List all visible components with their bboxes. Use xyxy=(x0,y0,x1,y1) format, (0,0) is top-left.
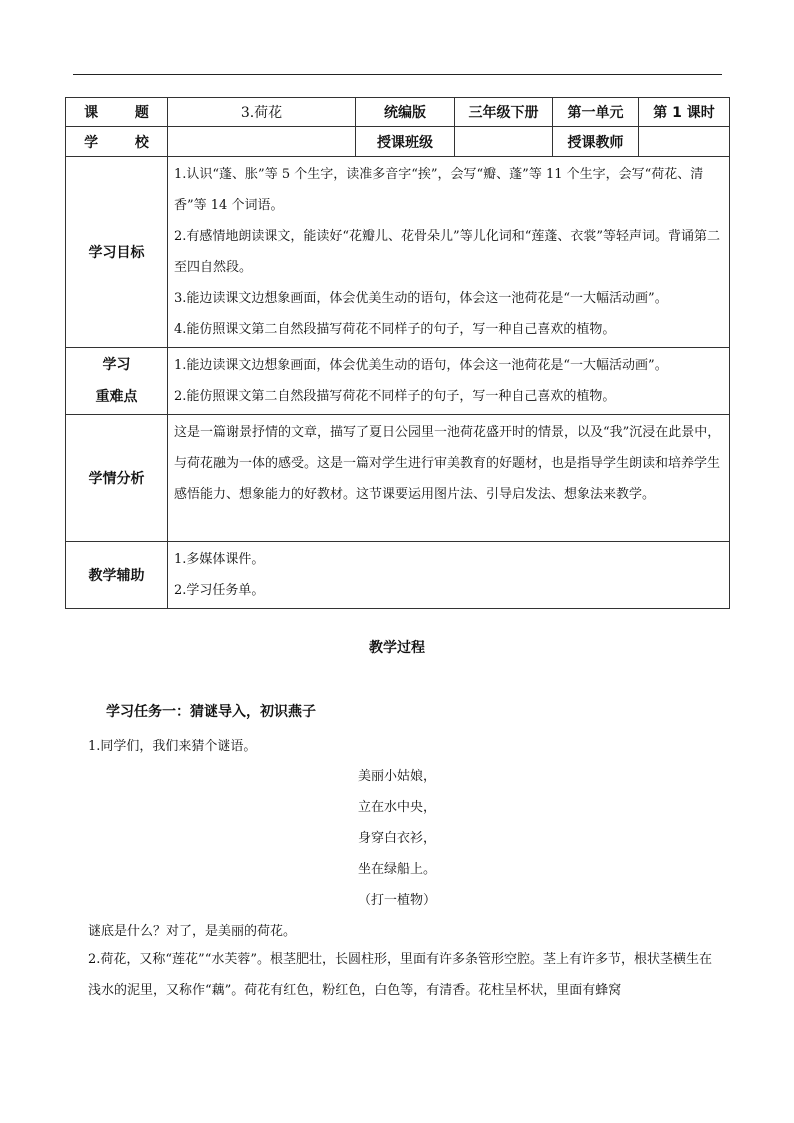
difficulty-content xyxy=(168,348,730,415)
goal-item: 3.能边读课文边想象画面，体会优美生动的语句，体会这一池荷花是“一大幅活动画”。 xyxy=(174,291,668,306)
school-value xyxy=(168,127,356,157)
teacher-value xyxy=(639,127,730,157)
header-row xyxy=(66,98,730,127)
lesson-title: 3.荷花 xyxy=(168,98,356,127)
goal-item: 2.有感情地朗读课文，能读好“花瓣儿、花骨朵儿”等儿化词和“莲蓬、衣裳”等轻声词。背诵第二至四自然段。 xyxy=(174,229,720,275)
grade: 三年级下册 xyxy=(455,98,553,127)
difficulty-label-line1: 学习 xyxy=(102,357,131,373)
analysis-text: 这是一篇谢景抒情的文章，描写了夏日公园里一池荷花盛开时的情景，以及“我”沉浸在此景中，与荷花融为一体的感受。这是一篇对学生进行审美教育的好题材，也是指导学生朗读和培养学生感悟能力、想象能力的好教材。这节课要运用图片法、引导启发法、想象法来教学。 xyxy=(174,425,721,502)
period: 第 1 课时 xyxy=(639,98,730,127)
difficulty-item: 2.能仿照课文第二自然段描写荷花不同样子的句子，写一种自己喜欢的植物。 xyxy=(174,389,616,404)
step1-text: 1.同学们，我们来猜个谜语。 xyxy=(88,739,257,754)
goal-item: 1.认识“蓬、胀”等 5 个生字，读准多音字“挨”，会写“瓣、蓬”等 11 个生字，会写“荷花、清香”等 14 个词语。 xyxy=(174,167,704,213)
riddle-hint: （打一植物） xyxy=(357,893,436,908)
riddle-line: 身穿白衣衫， xyxy=(357,831,436,846)
difficulty-item: 1.能边读课文边想象画面，体会优美生动的语句，体会这一池荷花是“一大幅活动画”。 xyxy=(174,358,668,373)
lesson-plan-table xyxy=(65,97,730,609)
riddle-line: 美丽小姑娘， xyxy=(357,769,436,784)
goal-item: 4.能仿照课文第二自然段描写荷花不同样子的句子，写一种自己喜欢的植物。 xyxy=(174,322,616,337)
analysis-content xyxy=(168,415,730,542)
teacher-label: 授课教师 xyxy=(553,127,639,157)
unit: 第一单元 xyxy=(553,98,639,127)
course-label: 课 题 xyxy=(66,98,168,127)
school-row xyxy=(66,127,730,157)
header-rule xyxy=(73,74,722,75)
aids-item: 1.多媒体课件。 xyxy=(174,552,265,567)
riddle-line: 坐在绿船上。 xyxy=(357,862,436,877)
edition: 统编版 xyxy=(356,98,455,127)
analysis-row xyxy=(66,415,730,542)
class-value xyxy=(455,127,553,157)
task1-title: 学习任务一：猜谜导入，初识燕子 xyxy=(106,704,316,720)
answer-text: 谜底是什么？对了，是美丽的荷花。 xyxy=(88,924,297,939)
school-label: 学 校 xyxy=(66,127,168,157)
analysis-label: 学情分析 xyxy=(66,415,168,542)
goals-row xyxy=(66,157,730,348)
aids-item: 2.学习任务单。 xyxy=(174,583,265,598)
class-label: 授课班级 xyxy=(356,127,455,157)
difficulty-label-line2: 重难点 xyxy=(95,389,138,405)
difficulty-label xyxy=(66,348,168,415)
aids-label: 教学辅助 xyxy=(66,542,168,609)
goals-label: 学习目标 xyxy=(66,157,168,348)
difficulty-row xyxy=(66,348,730,415)
process-title: 教学过程 xyxy=(369,640,425,656)
step2-text: 2.荷花，又称“莲花”“水芙蓉”。根茎肥壮，长圆柱形，里面有许多条管形空腔。茎上有许多节，根状茎横生在浅水的泥里，又称作“藕”。荷花有红色，粉红色，白色等，有清香。花柱呈杯状，里面有蜂窝 xyxy=(88,952,712,998)
riddle-line: 立在水中央， xyxy=(357,800,436,815)
aids-row xyxy=(66,542,730,609)
goals-content xyxy=(168,157,730,348)
aids-content xyxy=(168,542,730,609)
